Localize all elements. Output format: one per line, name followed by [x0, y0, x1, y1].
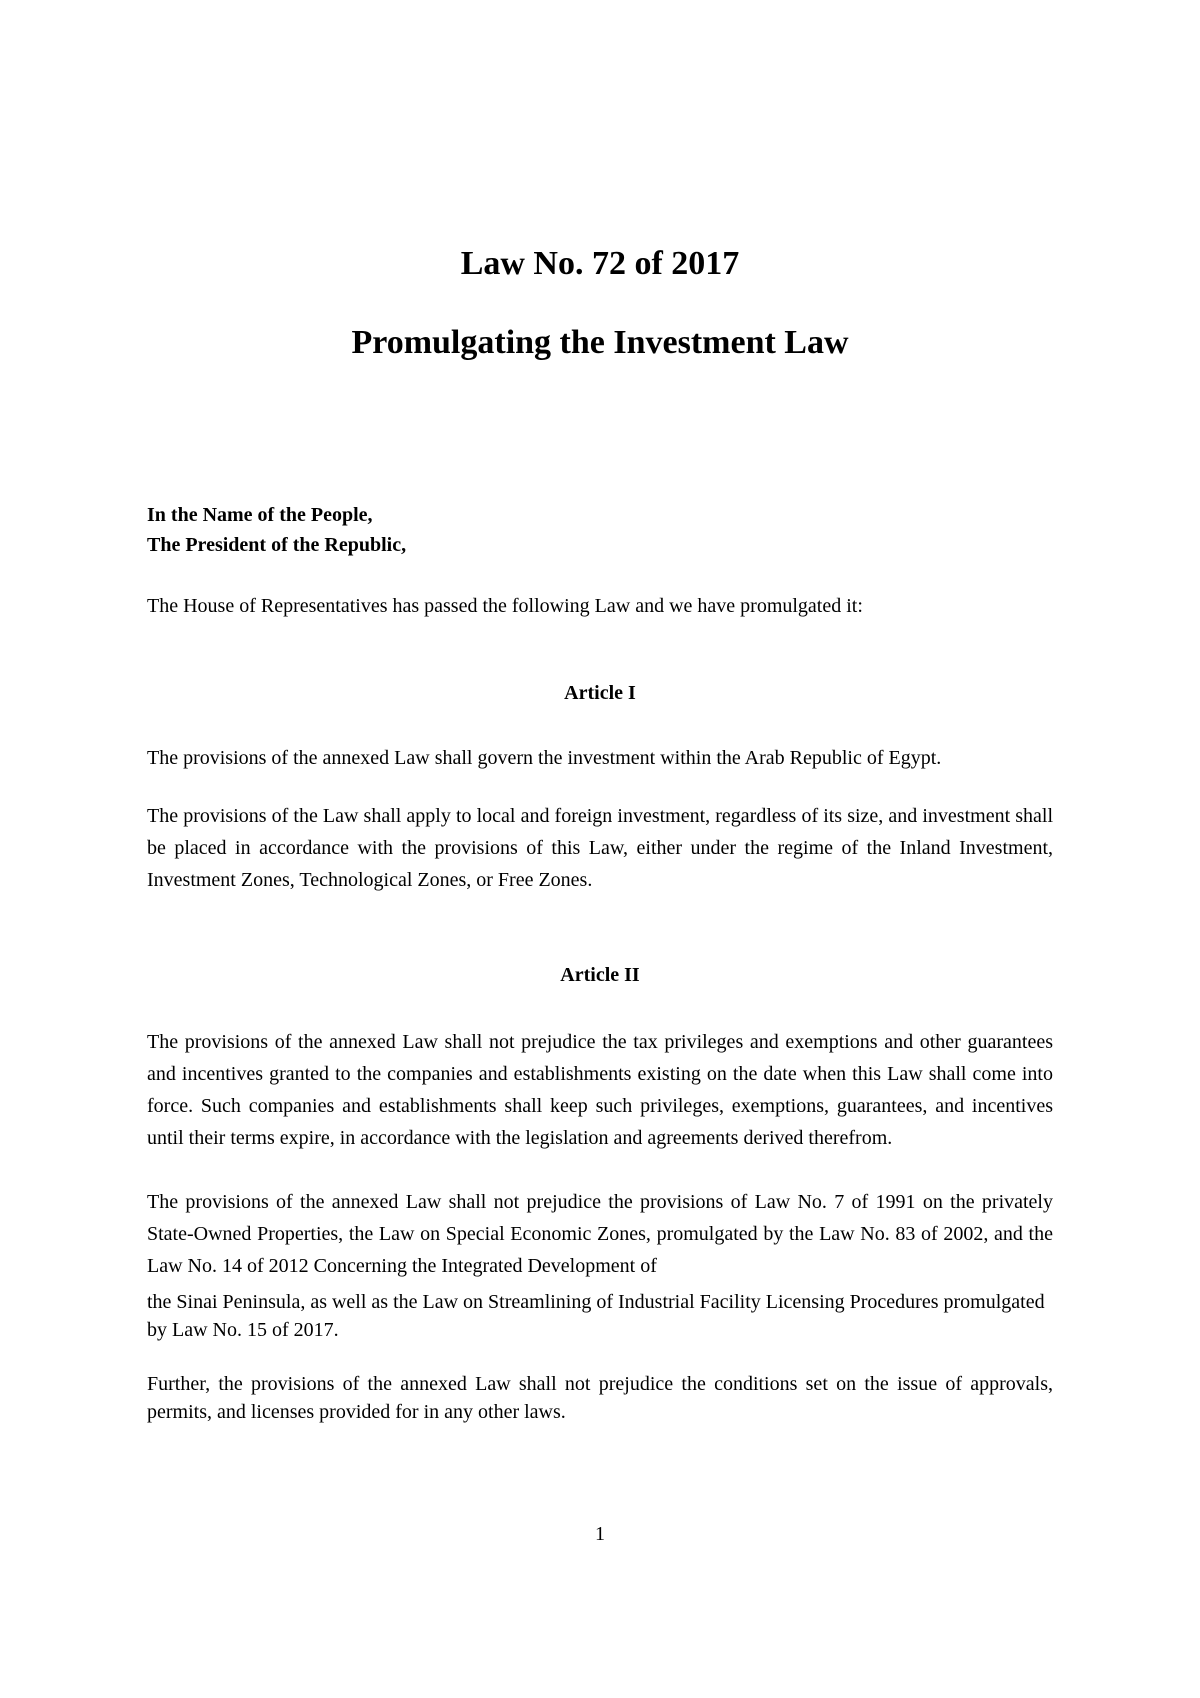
article-2-paragraph: The provisions of the annexed Law shall not prejudice the provisions of Law No. 7 of 1991 on the privately State-Owned Properties, the Law on Special Economic Zones, promulgated by the Law No. 83 of 2002, and the Law No. 14 of 2012 Concerning the Integrated Development of: [147, 1191, 1053, 1277]
preamble: The House of Representatives has passed the following Law and we have promulgated it:: [147, 595, 863, 617]
document-title: Law No. 72 of 2017: [460, 245, 740, 282]
salutation-line-people: In the Name of the People,: [147, 504, 373, 526]
article-2-paragraph: The provisions of the annexed Law shall not prejudice the tax privileges and exemptions and other guarantees and incentives granted to the companies and establishments existing on the date when this Law shall come into force. Such companies and establishments shall keep such privileges, exemptions, guarantees, and incentives until their terms expire, in accordance with the legislation and agreements derived therefrom.: [147, 1031, 1053, 1149]
article-2-paragraph: Further, the provisions of the annexed Law shall not prejudice the conditions set on the issue of approvals, permits, and licenses provided for in any other laws.: [147, 1373, 1053, 1423]
document-subtitle: Promulgating the Investment Law: [351, 324, 849, 361]
article-1-paragraph: The provisions of the Law shall apply to local and foreign investment, regardless of its size, and investment shall be placed in accordance with the provisions of this Law, either under the regime of the Inland Investment, Investment Zones, Technological Zones, or Free Zones.: [147, 805, 1053, 891]
article-2-heading: Article II: [560, 964, 640, 986]
article-1-paragraph: The provisions of the annexed Law shall govern the investment within the Arab Republic of Egypt.: [147, 747, 942, 769]
salutation-line-president: The President of the Republic,: [147, 534, 407, 556]
article-1-heading: Article I: [564, 682, 636, 704]
salutation: [147, 500, 1053, 560]
page-number: 1: [595, 1523, 605, 1545]
article-2-paragraph: the Sinai Peninsula, as well as the Law on Streamlining of Industrial Facility Licensing Procedures promulgated by Law No. 15 of 2017.: [147, 1291, 1045, 1341]
